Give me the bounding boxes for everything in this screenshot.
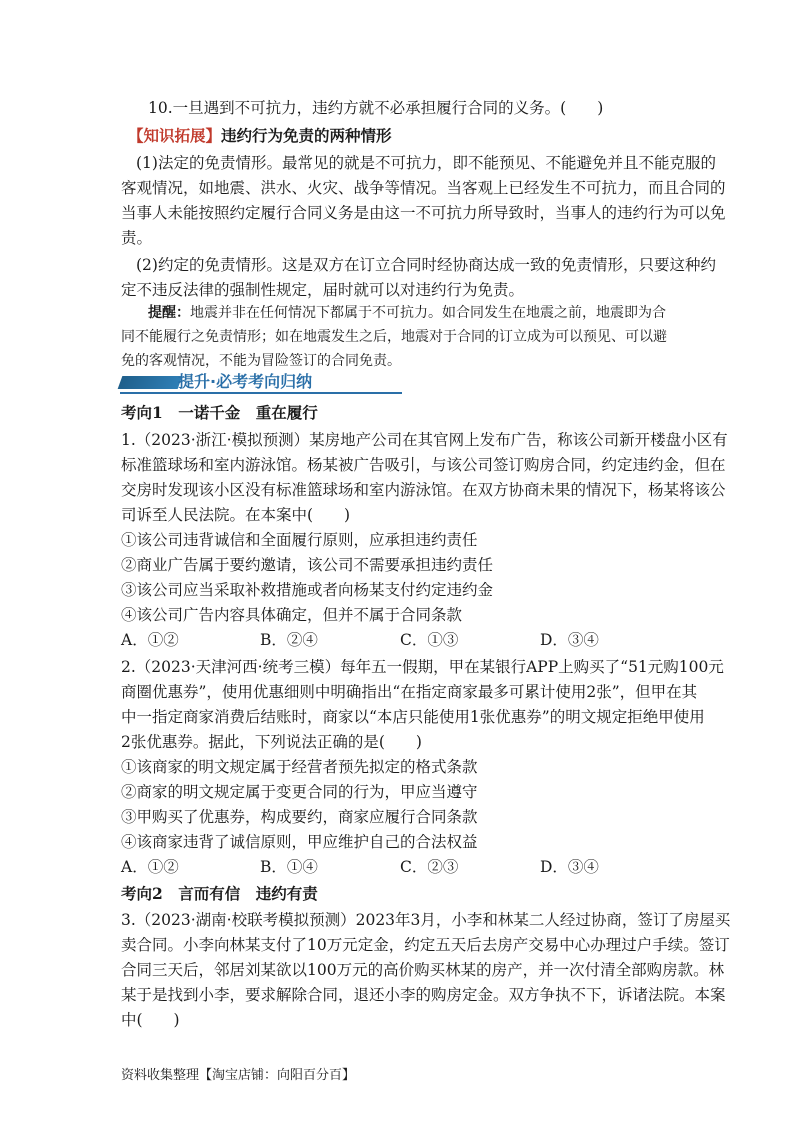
q3-stem-line1: 3.（2023·湖南·校联考模拟预测）2023年3月，小李和林某二人经过协商，签订了房屋买 [121,911,731,929]
q3-stem-line4: 某于是找到小李，要求解除合同，退还小李的购房定金。双方争执不下，诉诸法院。本案 [121,986,726,1004]
q1-stem-line4: 司诉至人民法院。在本案中( ) [121,506,351,524]
q1-option-b: B．②④ [260,631,318,649]
q2-option-d: D．③④ [540,858,599,876]
tip-line1: 提醒：地震并非在任何情况下都属于不可抗力。如合同发生在地震之前，地震即为合 [148,305,666,321]
q2-stem-line4: 2张优惠券。据此，下列说法正确的是( ) [121,733,422,751]
q2-item-3: ③甲购买了优惠券，构成要约，商家应履行合同条款 [121,808,478,826]
q1-stem-line2: 标准篮球场和室内游泳馆。杨某被广告吸引，与该公司签订购房合同，约定违约金，但在 [121,456,726,474]
q1-item-4: ④该公司广告内容具体确定，但并不属于合同条款 [121,606,463,624]
tip-line3: 免的客观情况，不能为冒险签订的合同免责。 [121,353,401,369]
banner-underline [120,392,402,394]
expansion-p1-line2: 客观情况，如地震、洪水、火灾、战争等情况。当客观上已经发生不可抗力，而且合同的 [121,179,726,197]
q1-item-2: ②商业广告属于要约邀请，该公司不需要承担违约责任 [121,556,494,574]
tip-line2: 同不能履行之免责情形；如在地震发生之后，地震对于合同的订立成为可以预见、可以避 [121,329,667,345]
expansion-p2-line1: (2)约定的免责情形。这是双方在订立合同时经协商达成一致的免责情形，只要这种约 [136,256,716,274]
q2-option-c: C．②③ [400,858,459,876]
q2-stem-line1: 2.（2023·天津河西·统考三模）每年五一假期，甲在某银行APP上购买了“51元购100元 [121,658,724,676]
q1-item-1: ①该公司违背诚信和全面履行原则，应承担违约责任 [121,531,478,549]
q2-item-1: ①该商家的明文规定属于经营者预先拟定的格式条款 [121,758,478,776]
expansion-p1-line1: (1)法定的免责情形。最常见的就是不可抗力，即不能预见、不能避免并且不能克服的 [136,154,716,172]
question-10: 10.一旦遇到不可抗力，违约方就不必承担履行合同的义务。( ) [148,99,604,117]
q1-option-d: D．③④ [540,631,599,649]
knowledge-expansion-heading [128,126,392,146]
q1-stem-line3: 交房时发现该小区没有标准篮球场和室内游泳馆。在双方协商未果的情况下，杨某将该公 [121,481,726,499]
q1-option-c: C．①③ [400,631,459,649]
tip-label: 提醒： [148,305,190,321]
section-heading-2: 考向2 言而有信 违约有责 [121,884,318,903]
banner-decoration [118,376,183,389]
q3-stem-line2: 卖合同。小李向林某支付了10万元定金，约定五天后去房产交易中心办理过户手续。签订 [121,936,730,954]
expansion-p1-line4: 责。 [121,229,153,247]
expansion-title: 违约行为免责的两种情形 [221,126,392,145]
expansion-p1-line3: 当事人未能按照约定履行合同义务是由这一不可抗力所导致时，当事人的违约行为可以免 [121,204,726,222]
q2-option-a: A．①② [121,858,179,876]
q1-stem-line1: 1.（2023·浙江·模拟预测）某房地产公司在其官网上发布广告，称该公司新开楼盘小区有 [121,431,728,449]
q2-stem-line3: 中一指定商家消费后结账时，商家以“本店只能使用1张优惠券”的明文规定拒绝甲使用 [121,708,705,726]
section-banner [120,371,402,393]
q2-stem-line2: 商圈优惠券”，使用优惠细则中明确指出“在指定商家最多可累计使用2张”，但甲在其 [121,683,698,701]
section-heading-1: 考向1 一诺千金 重在履行 [121,403,318,422]
q1-option-a: A．①② [121,631,179,649]
expansion-p2-line2: 定不违反法律的强制性规定，届时就可以对违约行为免责。 [121,281,525,299]
q2-item-2: ②商家的明文规定属于变更合同的行为，甲应当遵守 [121,783,478,801]
q3-stem-line5: 中( ) [121,1011,180,1029]
expansion-tag: 【知识拓展】 [128,126,222,145]
q2-option-b: B．①④ [260,858,318,876]
q2-item-4: ④该商家违背了诚信原则，甲应维护自己的合法权益 [121,833,478,851]
banner-title: 提升·必考考向归纳 [178,372,313,391]
q1-item-3: ③该公司应当采取补救措施或者向杨某支付约定违约金 [121,581,494,599]
page-footer: 资料收集整理【淘宝店铺：向阳百分百】 [121,1068,356,1083]
q3-stem-line3: 合同三天后，邻居刘某欲以100万元的高价购买林某的房产，并一次付清全部购房款。林 [121,961,725,979]
